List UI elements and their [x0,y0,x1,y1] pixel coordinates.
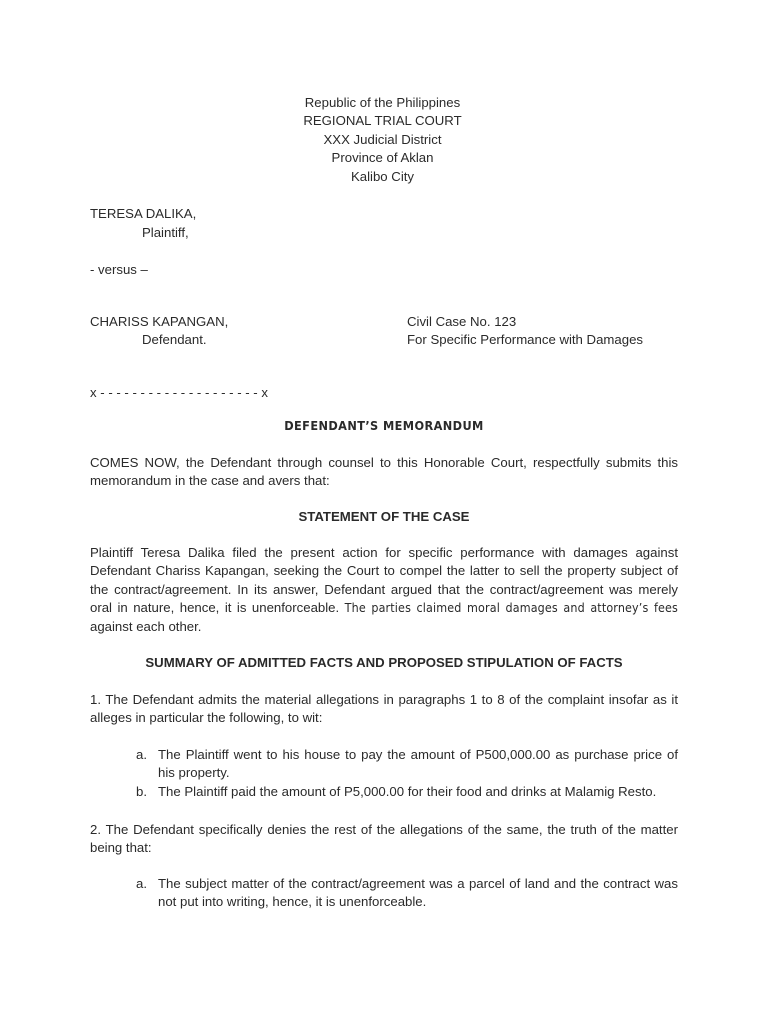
versus-label: - versus – [90,262,148,277]
statement-paragraph [90,544,678,636]
statement-text-b: The parties claimed moral damages and attorney’s fees [344,600,678,616]
plaintiff-name: TERESA DALIKA, [90,206,197,221]
facts-point-1: 1. The Defendant admits the material allegations in paragraphs 1 to 8 of the complaint insofar as it alleges in particular the following, to wit: [90,692,678,726]
facts-point-2: 2. The Defendant specifically denies the rest of the allegations of the same, the truth of the matter being that: [90,822,678,856]
list-item [136,746,678,783]
list-item-text: The Plaintiff went to his house to pay the amount of P500,000.00 as purchase price of his property. [158,747,678,781]
court-header [0,94,765,186]
document-title: DEFENDANT’S MEMORANDUM [284,418,484,433]
list-marker: a. [136,876,147,891]
header-district: XXX Judicial District [323,131,442,147]
defendant-role: Defendant. [142,332,207,347]
list-item-text: The subject matter of the contract/agreement was a parcel of land and the contract was not put into writing, hence, it is unenforceable. [158,876,678,910]
header-court: REGIONAL TRIAL COURT [303,113,462,129]
header-republic: Republic of the Philippines [304,95,461,110]
statement-heading: STATEMENT OF THE CASE [298,509,470,524]
statement-text-c: against each other. [90,618,202,634]
facts-heading: SUMMARY OF ADMITTED FACTS AND PROPOSED STIPULATION OF FACTS [145,655,623,670]
statement-text-a: Plaintiff Teresa Dalika filed the present action for specific performance with damages against Defendant Chariss Kapangan, seeking the Court to compel the latter to sell the property subject of the contract/agreement. In its answer, Defendant argued that the contract/agreement was merely oral in nature, hence, it is unenforceable. [90,545,678,616]
list-marker: b. [136,783,147,799]
list-marker: a. [136,747,147,762]
defendant-name: CHARISS KAPANGAN, [90,314,229,329]
list-item-text: The Plaintiff paid the amount of P5,000.00 for their food and drinks at Malamig Resto. [158,783,657,799]
point-1-list [136,746,678,801]
point-2-list [136,875,678,912]
plaintiff-role: Plaintiff, [142,225,189,240]
list-item [136,783,678,801]
intro-paragraph: COMES NOW, the Defendant through counsel to this Honorable Court, respectfully submits this memorandum in the case and avers that: [90,455,678,489]
header-city: Kalibo City [350,168,415,184]
case-number: Civil Case No. 123 [407,314,517,329]
case-title: For Specific Performance with Damages [407,332,643,347]
header-province: Province of Aklan [331,150,434,166]
caption-separator: x - - - - - - - - - - - - - - - - - - - - x [90,385,268,400]
list-item [136,875,678,912]
